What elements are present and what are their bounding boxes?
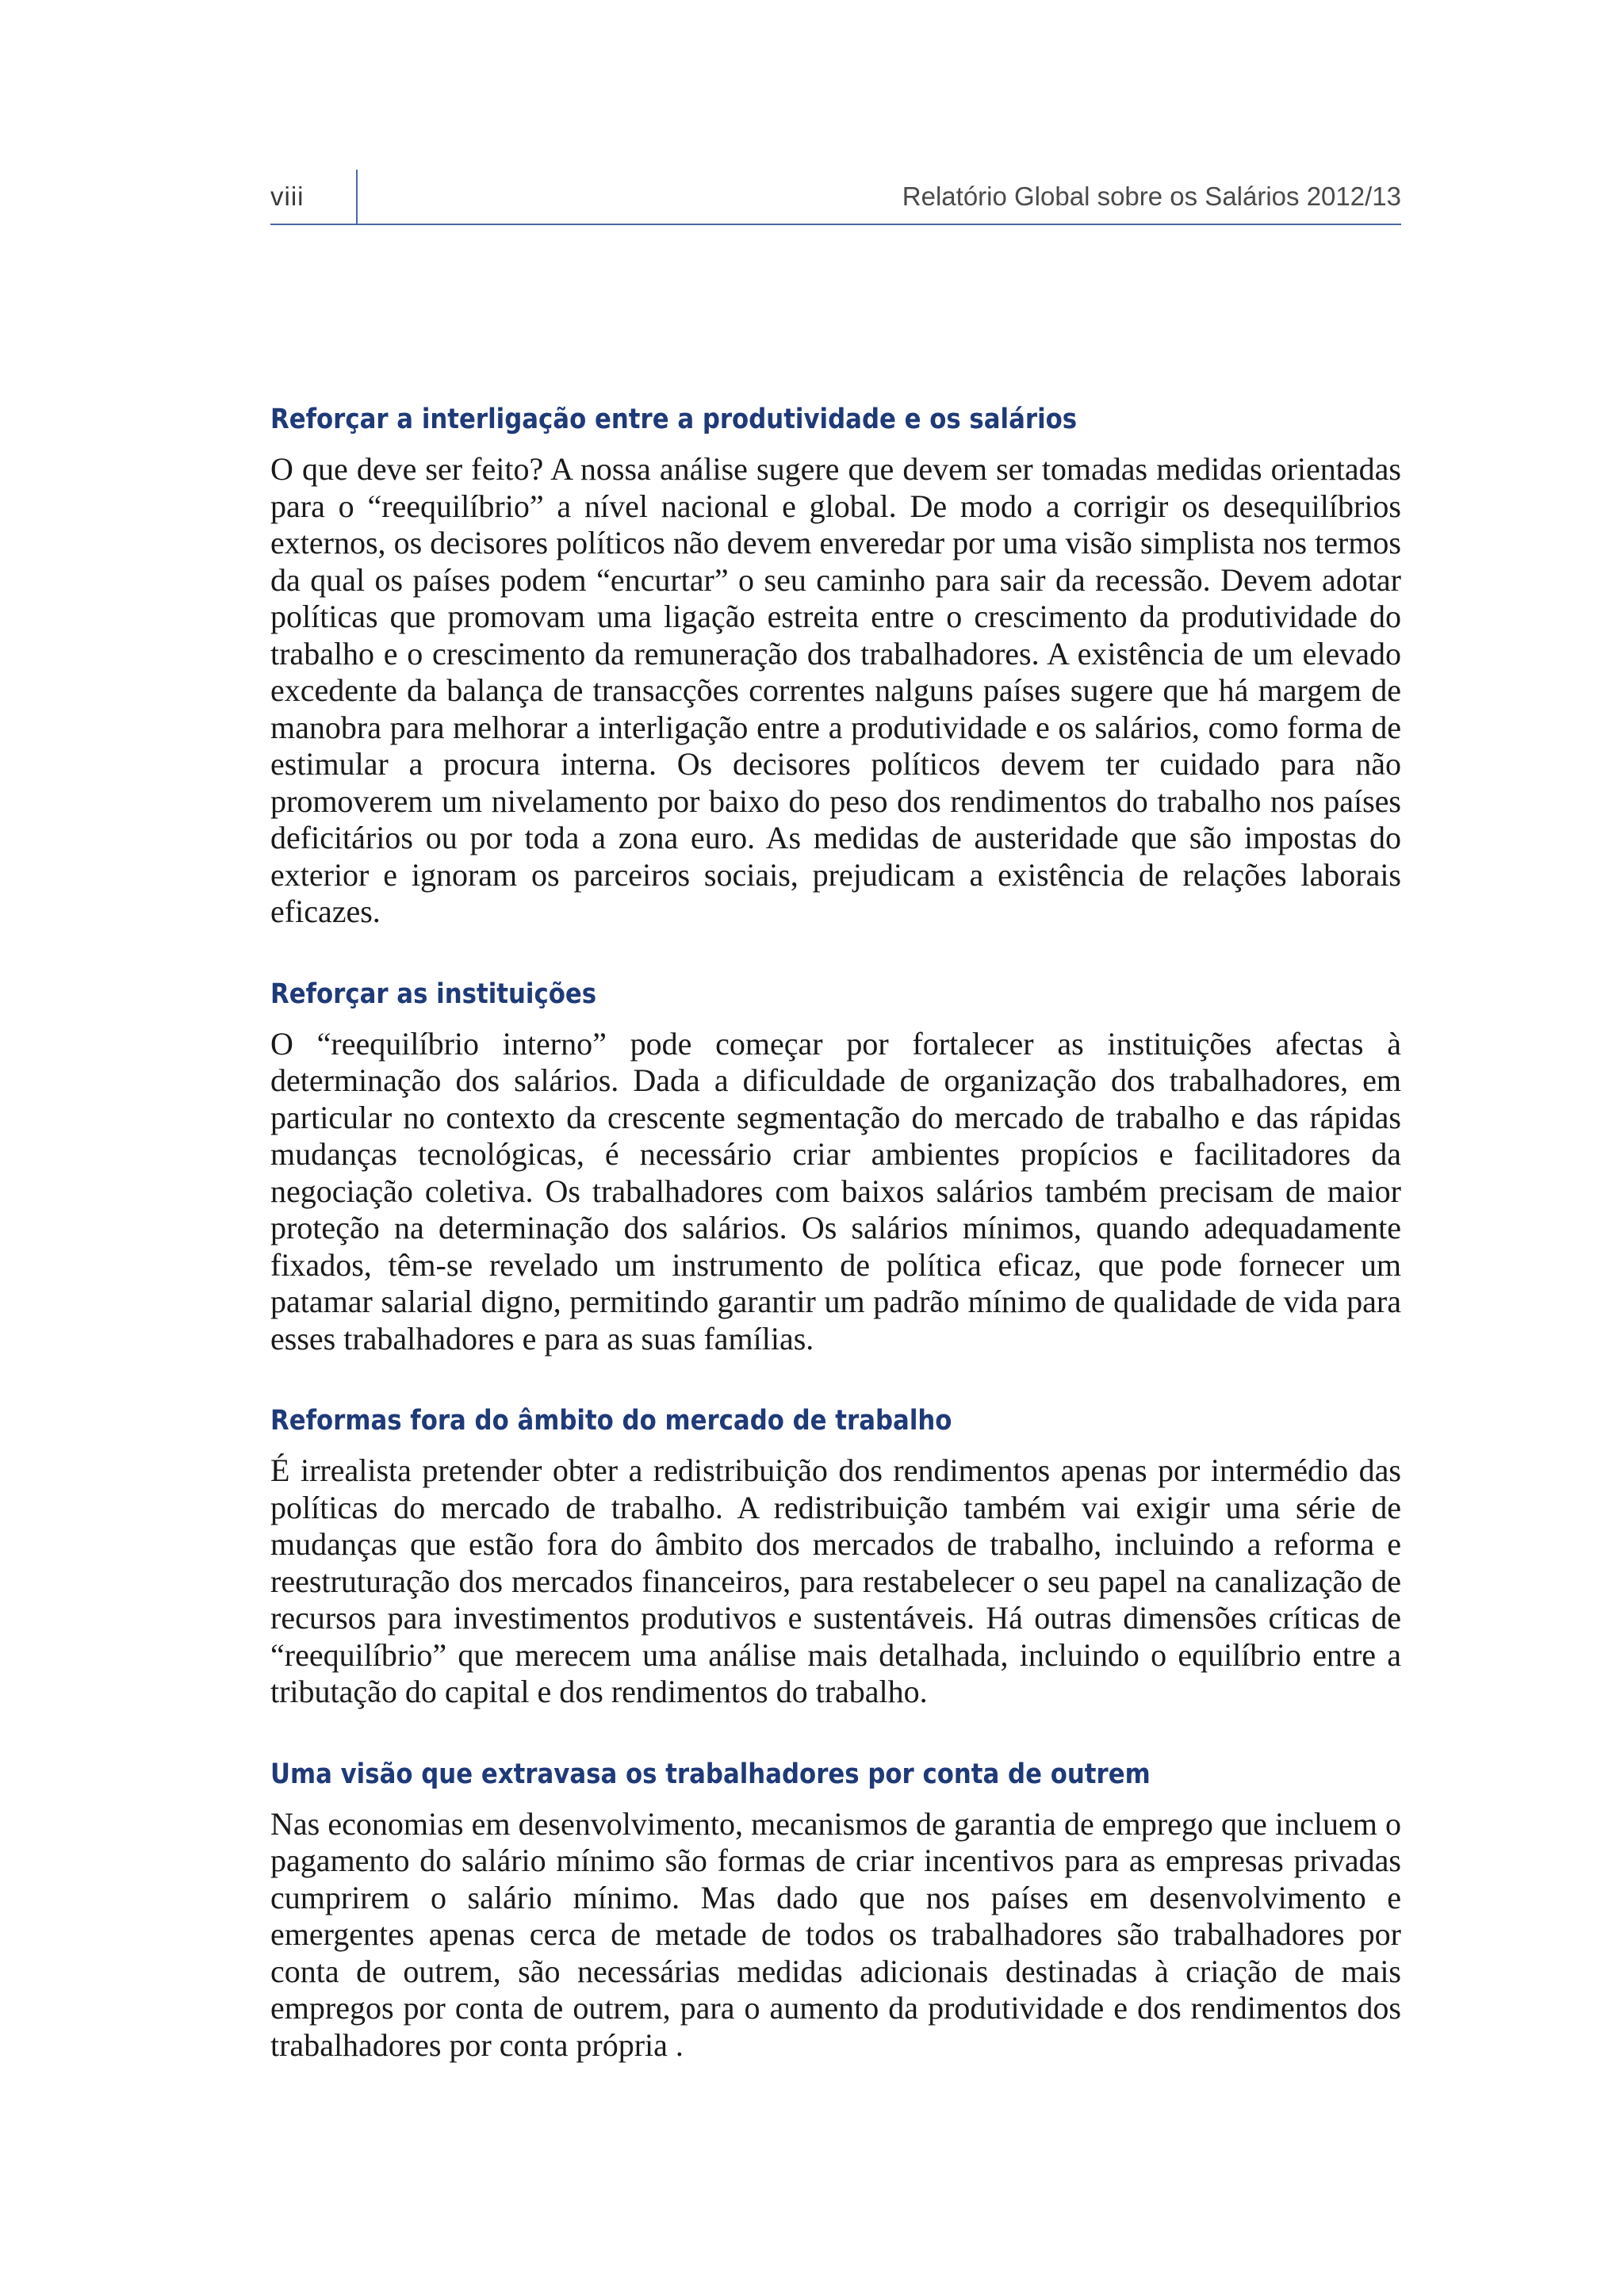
page-number: viii xyxy=(270,182,304,211)
section-heading: Reforçar as instituições xyxy=(270,978,597,1010)
running-title: Relatório Global sobre os Salários 2012/13 xyxy=(902,182,1401,211)
section-productivity-wages xyxy=(270,400,1401,931)
main-content xyxy=(270,400,1401,2108)
section-heading: Reforçar a interligação entre a produtividade e os salários xyxy=(270,404,1078,435)
section-heading: Reformas fora do âmbito do mercado de trabalho xyxy=(270,1405,952,1437)
header-rule xyxy=(270,224,1401,225)
section-beyond-employees xyxy=(270,1755,1401,2064)
header-divider xyxy=(356,170,358,224)
section-paragraph: O que deve ser feito? A nossa análise sugere que devem ser tomadas medidas orientadas para o “reequilíbrio” a nível nacional e global. De modo a corrigir os desequilíbrios externos, os decisores políticos não devem enveredar por uma visão simplista nos termos da qual os países podem “encurtar” o seu caminho para sair da recessão. Devem adotar políticas que promovam uma ligação estreita entre o crescimento da produtividade do trabalho e o crescimento da remuneração dos trabalhadores. A existência de um elevado excedente da balança de transacções correntes nalguns países sugere que há margem de manobra para melhorar a interligação entre a produtividade e os salários, como forma de estimular a procura interna. Os decisores políticos devem ter cuidado para não promoverem um nivelamento por baixo do peso dos rendimentos do trabalho nos países deficitários ou por toda a zona euro. As medidas de austeridade que são impostas do exterior e ignoram os parceiros sociais, prejudicam a existência de relações laborais eficazes. xyxy=(270,451,1401,929)
section-paragraph: Nas economias em desenvolvimento, mecanismos de garantia de emprego que incluem o pagamento do salário mínimo são formas de criar incentivos para as empresas privadas cumprirem o salário mínimo. Mas dado que nos países em desenvolvimento e emergentes apenas cerca de metade de todos os trabalhadores são trabalhadores por conta de outrem, são necessárias medidas adicionais destinadas à criação de mais empregos por conta de outrem, para o aumento da produtividade e dos rendimentos dos trabalhadores por conta própria . xyxy=(270,1805,1401,2063)
section-institutions xyxy=(270,975,1401,1358)
section-heading: Uma visão que extravasa os trabalhadores por conta de outrem xyxy=(270,1758,1151,1790)
section-reforms-outside-labour-market xyxy=(270,1402,1401,1711)
page-header xyxy=(270,170,1401,225)
section-paragraph: O “reequilíbrio interno” pode começar por fortalecer as instituições afectas à determinação dos salários. Dada a dificuldade de organização dos trabalhadores, em particular no contexto da crescente segmentação do mercado de trabalho e das rápidas mudanças tecnológicas, é necessário criar ambientes propícios e facilitadores da negociação coletiva. Os trabalhadores com baixos salários também precisam de maior proteção na determinação dos salários. Os salários mínimos, quando adequadamente fixados, têm-se revelado um instrumento de política eficaz, que pode fornecer um patamar salarial digno, permitindo garantir um padrão mínimo de qualidade de vida para esses trabalhadores e para as suas famílias. xyxy=(270,1025,1401,1357)
section-paragraph: É irrealista pretender obter a redistribuição dos rendimentos apenas por intermédio das políticas do mercado de trabalho. A redistribuição também vai exigir uma série de mudanças que estão fora do âmbito dos mercados de trabalho, incluindo a reforma e reestruturação dos mercados financeiros, para restabelecer o seu papel na canalização de recursos para investimentos produtivos e sustentáveis. Há outras dimensões críticas de “reequilíbrio” que merecem uma análise mais detalhada, incluindo o equilíbrio entre a tributação do capital e dos rendimentos do trabalho. xyxy=(270,1452,1401,1709)
